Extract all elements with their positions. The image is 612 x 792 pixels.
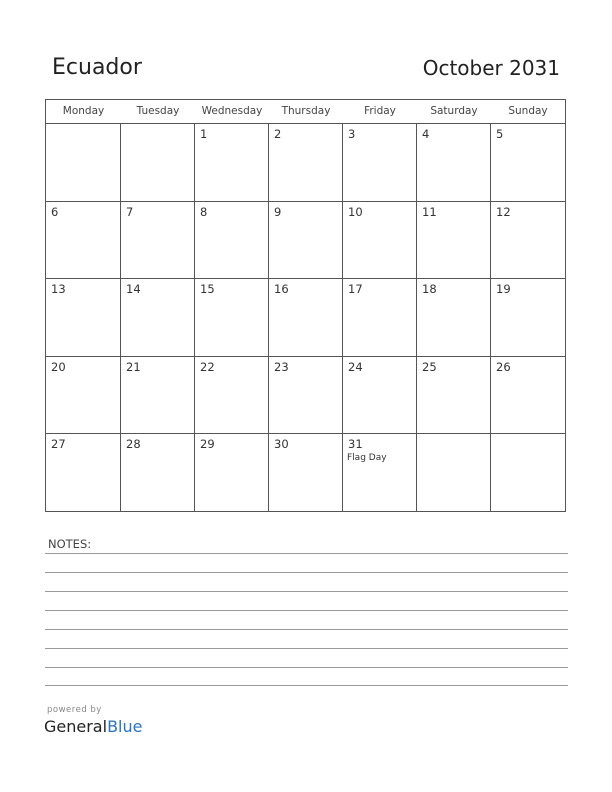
day-cell bbox=[195, 202, 269, 280]
day-cell bbox=[195, 124, 269, 202]
day-cell bbox=[269, 202, 343, 280]
day-number: 19 bbox=[496, 282, 511, 297]
day-number: 3 bbox=[348, 127, 356, 141]
day-number: 16 bbox=[274, 282, 289, 297]
day-number: 10 bbox=[348, 204, 363, 219]
day-cell bbox=[343, 279, 417, 357]
day-cell bbox=[46, 357, 121, 435]
day-number: 1 bbox=[200, 127, 208, 141]
day-number: 22 bbox=[200, 359, 215, 374]
day-number: 14 bbox=[126, 282, 141, 297]
day-cell bbox=[46, 279, 121, 357]
weekday-header-6: Sunday bbox=[508, 105, 548, 117]
day-number: 18 bbox=[422, 282, 437, 297]
day-cell bbox=[343, 434, 417, 512]
day-number: 21 bbox=[126, 359, 141, 374]
day-cell bbox=[195, 279, 269, 357]
day-number: 23 bbox=[274, 359, 289, 374]
day-number: 26 bbox=[496, 359, 511, 374]
notes-line bbox=[45, 685, 568, 686]
day-cell bbox=[46, 202, 121, 280]
weekday-header-row bbox=[46, 100, 565, 124]
day-cell bbox=[195, 357, 269, 435]
brand-part-general: General bbox=[44, 717, 108, 736]
country-title: Ecuador bbox=[52, 55, 142, 80]
day-number: 7 bbox=[126, 204, 134, 219]
day-cell bbox=[417, 357, 491, 435]
day-cell bbox=[491, 357, 565, 435]
day-cell bbox=[343, 124, 417, 202]
day-number: 27 bbox=[51, 437, 66, 452]
notes-line bbox=[45, 629, 568, 630]
weekday-header-5: Saturday bbox=[430, 105, 478, 117]
day-number: 20 bbox=[51, 359, 66, 374]
day-number: 6 bbox=[51, 204, 59, 219]
weekday-header-3: Thursday bbox=[281, 105, 331, 117]
day-cell bbox=[491, 202, 565, 280]
notes-line bbox=[45, 667, 568, 668]
day-cell bbox=[195, 434, 269, 512]
day-number: 31 bbox=[348, 437, 363, 452]
notes-line bbox=[45, 572, 568, 573]
day-number: 4 bbox=[422, 127, 430, 141]
day-number: 30 bbox=[274, 437, 289, 452]
day-cell bbox=[121, 279, 195, 357]
notes-label: NOTES: bbox=[48, 537, 92, 551]
day-cell bbox=[417, 279, 491, 357]
day-number: 25 bbox=[422, 359, 437, 374]
day-cell bbox=[417, 434, 491, 512]
day-number: 8 bbox=[200, 204, 208, 219]
weekday-header-2: Wednesday bbox=[201, 105, 263, 117]
day-cell bbox=[269, 279, 343, 357]
day-cell bbox=[343, 357, 417, 435]
calendar-grid bbox=[45, 99, 566, 512]
day-number: 11 bbox=[422, 204, 437, 219]
generalblue-logo bbox=[44, 717, 142, 736]
notes-line bbox=[45, 648, 568, 649]
day-cell bbox=[491, 279, 565, 357]
day-cell bbox=[491, 434, 565, 512]
day-number: 29 bbox=[200, 437, 215, 452]
day-number: 2 bbox=[274, 127, 282, 141]
day-number: 17 bbox=[348, 282, 363, 297]
day-cell bbox=[121, 124, 195, 202]
day-number: 5 bbox=[496, 127, 504, 141]
day-number: 9 bbox=[274, 204, 282, 219]
notes-line bbox=[45, 553, 568, 554]
day-number: 15 bbox=[200, 282, 215, 297]
day-cell bbox=[417, 202, 491, 280]
day-number: 13 bbox=[51, 282, 66, 297]
day-cell bbox=[269, 357, 343, 435]
weekday-header-4: Friday bbox=[364, 105, 396, 117]
holiday-label: Flag Day bbox=[347, 453, 387, 464]
day-cell bbox=[491, 124, 565, 202]
day-cell bbox=[121, 434, 195, 512]
day-cell bbox=[46, 434, 121, 512]
brand-part-blue: Blue bbox=[107, 717, 143, 736]
day-cell bbox=[269, 124, 343, 202]
powered-by-text: powered by bbox=[47, 705, 102, 715]
day-cell bbox=[269, 434, 343, 512]
notes-line bbox=[45, 610, 568, 611]
day-cell bbox=[121, 357, 195, 435]
day-cell bbox=[343, 202, 417, 280]
day-number: 24 bbox=[348, 359, 363, 374]
day-number: 12 bbox=[496, 204, 511, 219]
day-cell bbox=[417, 124, 491, 202]
month-year-title: October 2031 bbox=[422, 56, 560, 80]
weekday-header-0: Monday bbox=[62, 105, 105, 117]
notes-line bbox=[45, 591, 568, 592]
weekday-header-1: Tuesday bbox=[136, 105, 180, 117]
day-cell bbox=[46, 124, 121, 202]
day-number: 28 bbox=[126, 437, 141, 452]
day-cell bbox=[121, 202, 195, 280]
